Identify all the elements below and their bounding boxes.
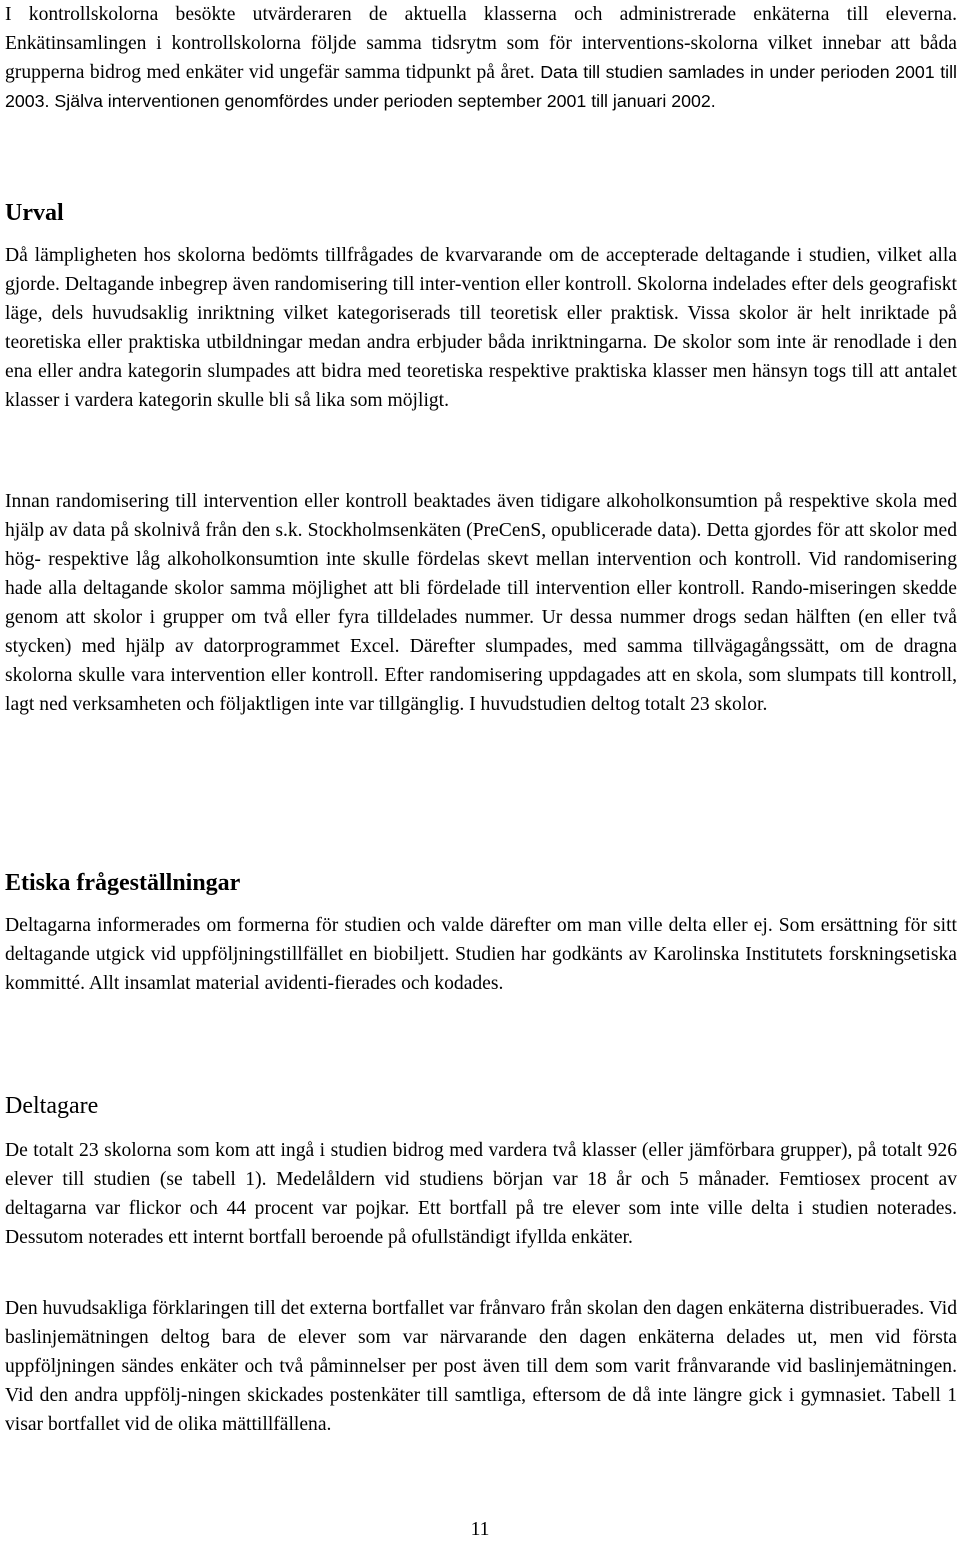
intro-paragraph: [5, 0, 957, 116]
paragraph: Innan randomisering till intervention eller kontroll beaktades även tidigare alkoholkonsumtion på respektive skola med hjälp av data på skolnivå från den s.k. Stockholmsenkäten (PreCenS, opublicerade data). Detta gjordes för att skolor med hög- respektive låg alkoholkonsumtion inte skulle fördelas skevt mellan intervention och kontroll. Vid randomisering hade alla deltagande skolor samma möjlighet att bli fördelade till intervention eller kontroll. Rando-miseringen skedde genom att skolor i grupper om två eller fyra tilldelades nummer. Ur dessa nummer drogs sedan hälften (en eller två stycken) med hjälp av datorprogrammet Excel. Därefter slumpades, med samma tillvägagångssätt, om de dragna skolorna skulle vara intervention eller kontroll. Efter randomisering uppdagades att en skola, som slumpats till kontroll, lagt ned verksamheten och följaktligen inte var tillgänglig. I huvudstudien deltog totalt 23 skolor.: [5, 491, 957, 715]
paragraph: Då lämpligheten hos skolorna bedömts tillfrågades de kvarvarande om de accepterade deltagande i studien, vilket alla gjorde. Deltagande inbegrep även randomisering till inter-vention eller kontroll. Skolorna indelades efter dels geografiskt läge, dels huvudsaklig inriktning vilket kategoriserads till teoretisk eller praktisk. Vissa skolor är helt inriktade på teoretiska eller praktiska utbildningar medan andra erbjuder båda inriktningarna. De skolor som inte är renodlade i den ena eller andra kategorin slumpades att bidra med teoretiska respektive praktiska klasser men hänsyn togs till att antalet klasser i vardera kategorin skulle bli så lika som möjligt.: [5, 245, 957, 411]
section-deltagare-heading-wrap: [5, 1091, 957, 1121]
page-number: 11: [470, 1519, 490, 1540]
section-heading-deltagare: Deltagare: [5, 1093, 99, 1119]
section-urval-heading-wrap: [5, 198, 957, 228]
intro-text-sans: Data till studien samlades in under perioden 2001 till 2003. Själva interventionen genomfördes under perioden september 2001 till januari 2002.: [5, 62, 957, 111]
intro-text-serif: I kontrollskolorna besökte utvärderaren de aktuella klasserna och administrerade enkäterna till eleverna. Enkätinsamlingen i kontrollskolorna följde samma tidsrytm som för interventions-skolorna vilket innebar att båda grupperna bidrog med enkäter vid ungefär samma tidpunkt på året.: [5, 4, 957, 83]
urval-paragraph-2: [5, 487, 957, 719]
deltagare-paragraph-2: [5, 1294, 957, 1439]
section-heading-etiska: Etiska frågeställningar: [5, 870, 241, 896]
section-heading-urval: Urval: [5, 200, 64, 226]
etiska-paragraph-1: [5, 911, 957, 998]
deltagare-paragraph-1: [5, 1136, 957, 1252]
urval-paragraph-1: [5, 241, 957, 415]
section-etiska-heading-wrap: [5, 868, 957, 898]
paragraph: De totalt 23 skolorna som kom att ingå i studien bidrog med vardera två klasser (eller jämförbara grupper), på totalt 926 elever till studien (se tabell 1). Medelåldern vid studiens början var 18 år och 5 månader. Femtiosex procent av deltagarna var flickor och 44 procent var pojkar. Ett bortfall på tre elever som inte ville delta i studien noterades. Dessutom noterades ett internt bortfall beroende på ofullständigt ifyllda enkäter.: [5, 1140, 957, 1248]
paragraph: Deltagarna informerades om formerna för studien och valde därefter om man ville delta eller ej. Som ersättning för sitt deltagande utgick vid uppföljningstillfället en biobiljett. Studien har godkänts av Karolinska Institutets forskningsetiska kommitté. Allt insamlat material avidenti-fierades och kodades.: [5, 915, 957, 994]
paragraph: Den huvudsakliga förklaringen till det externa bortfallet var frånvaro från skolan den dagen enkäterna distribuerades. Vid baslinjemätningen deltog bara de elever som var närvarande den dagen enkäterna delades ut, men vid första uppföljningen sändes enkäter och två påminnelser per post även till dem som varit frånvarande vid baslinjemätningen. Vid den andra uppfölj-ningen skickades postenkäter till samtliga, eftersom de då inte längre gick i gymnasiet. Tabell 1 visar bortfallet vid de olika mättillfällena.: [5, 1298, 957, 1435]
